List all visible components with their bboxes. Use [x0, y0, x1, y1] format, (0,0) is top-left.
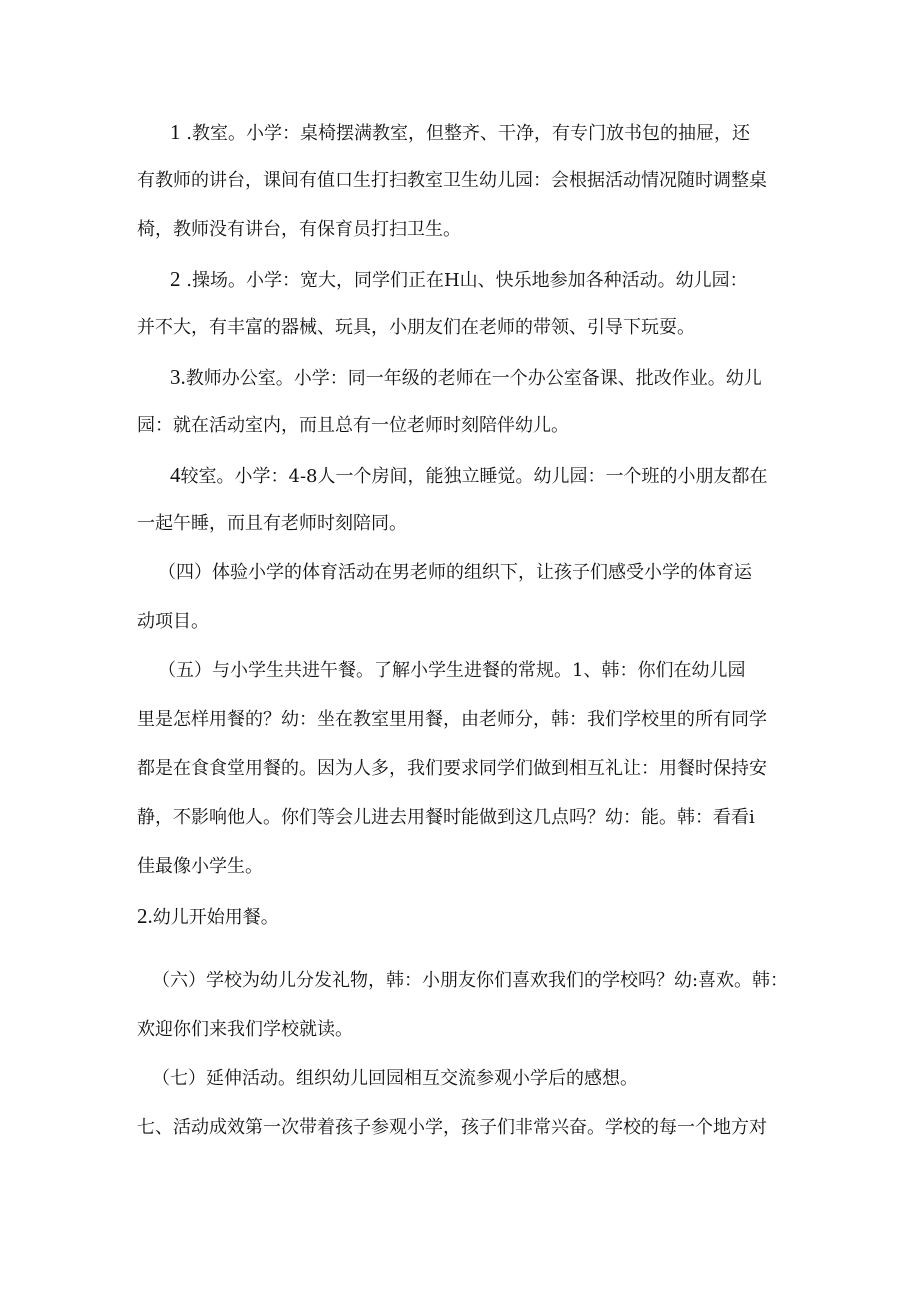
line-text: 并不大，有丰富的器械、玩具，小朋友们在老师的带领、引导下玩耍。: [137, 317, 695, 338]
line-text: 一起午睡，而且有老师时刻陪同。: [137, 513, 407, 534]
line-text: 教师办公室。小学：同一年级的老师在一个办公室备课、批改作业。幼儿: [185, 368, 762, 389]
text-line: [137, 609, 797, 635]
line-text: 都是在食食堂用餐的。因为人多，我们要求同学们做到相互礼让：用餐时保持安: [137, 758, 767, 779]
line-text: 七、活动成效第一次带着孩子参观小学，孩子们非常兴奋。学校的每一个地方对: [137, 1117, 767, 1138]
line-text: 欢迎你们来我们学校就读。: [137, 1019, 353, 1040]
line-text: 有教师的讲台，课间有值口生打扫教室卫生幼儿园：会根据活动情况随时调整桌: [137, 170, 767, 191]
line-text: 幼儿开始用餐。: [152, 907, 279, 928]
line-text: （六）学校为幼儿分发礼物，韩：小朋友你们喜欢我们的学校吗？幼:喜欢。韩：: [152, 970, 789, 991]
list-number: 1: [170, 120, 181, 144]
text-line: [170, 364, 830, 392]
text-line: [158, 560, 818, 586]
text-line: [137, 413, 797, 439]
text-line: [170, 119, 830, 147]
line-text: 里是怎样用餐的？幼：坐在教室里用餐，由老师分，韩：我们学校里的所有同学: [137, 709, 767, 730]
text-line: [158, 658, 818, 684]
line-text: （七）延伸活动。组织幼儿回园相互交流参观小学后的感想。: [152, 1068, 638, 1089]
text-line: [137, 903, 797, 931]
text-line: [137, 511, 797, 537]
text-line: [137, 217, 797, 243]
text-line: [170, 266, 830, 294]
line-text: （五）与小学生共进午餐。了解小学生进餐的常规。1、韩：你们在幼儿园: [158, 660, 746, 681]
list-number: 3.: [170, 365, 186, 389]
list-number: 2.: [137, 904, 153, 928]
line-text: .教室。小学：桌椅摆满教室，但整齐、干净，有专门放书包的抽屉，还: [180, 123, 750, 144]
text-line: [152, 1066, 812, 1092]
line-text: 佳最像小学生。: [137, 856, 263, 877]
line-text: 园：就在活动室内，而且总有一位老师时刻陪伴幼儿。: [137, 415, 569, 436]
text-line: [137, 1115, 797, 1141]
text-line: [137, 707, 797, 733]
text-line: [137, 805, 797, 831]
line-text: 椅，教师没有讲台，有保育员打扫卫生。: [137, 219, 461, 240]
text-line: [137, 854, 797, 880]
line-text: 静，不影响他人。你们等会儿进去用餐时能做到这几点吗？幼：能。韩：看看i: [137, 807, 755, 828]
line-text: 较室。小学：4-8人一个房间，能独立睡觉。幼儿园：一个班的小朋友都在: [180, 466, 768, 487]
line-text: .操场。小学：宽大，同学们正在H山、快乐地参加各种活动。幼儿园：: [180, 270, 748, 291]
line-text: 动项目。: [137, 611, 209, 632]
text-line: [152, 968, 812, 994]
text-line: [137, 756, 797, 782]
line-text: （四）体验小学的体育活动在男老师的组织下，让孩子们感受小学的体育运: [158, 562, 752, 583]
text-line: [170, 462, 830, 490]
list-number: 2: [170, 267, 181, 291]
list-number: 4: [170, 463, 181, 487]
text-line: [137, 168, 797, 194]
text-line: [137, 315, 797, 341]
text-line: [137, 1017, 797, 1043]
